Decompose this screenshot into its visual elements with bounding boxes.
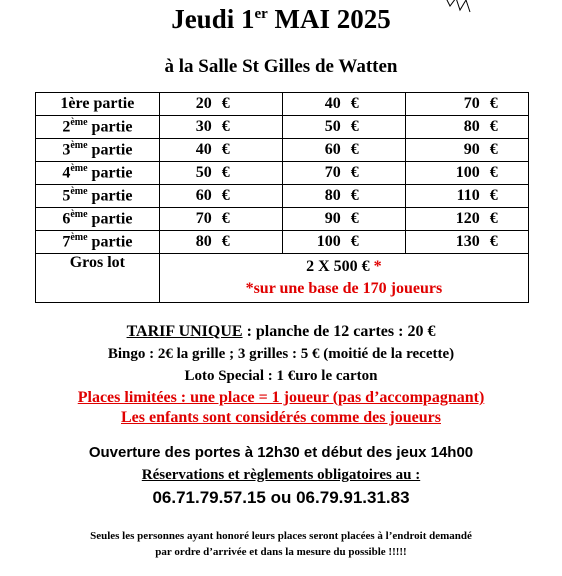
- prize-amount-cell: 60 €: [159, 185, 282, 208]
- bingo-line: Bingo : 2€ la grille ; 3 grilles : 5 € (moitié de la recette): [107, 346, 455, 362]
- prize-row: [36, 93, 529, 116]
- prize-amount-cell: 60 €: [282, 139, 405, 162]
- prize-amount-cell: 120 €: [405, 208, 528, 231]
- footnote-line-1: Seules les personnes ayant honoré leurs places seront placées à l’endroit demandé: [90, 530, 472, 542]
- prize-amount-cell: 50 €: [159, 162, 282, 185]
- prize-amount-cell: 100 €: [282, 231, 405, 254]
- event-venue: à la Salle St Gilles de Watten: [164, 56, 398, 77]
- gros-lot-cell: [159, 254, 528, 303]
- prize-amount-cell: 90 €: [282, 208, 405, 231]
- prize-row: [36, 139, 529, 162]
- prize-amount-cell: 20 €: [159, 93, 282, 116]
- prize-row: [36, 185, 529, 208]
- partie-label: 1ère partie: [36, 93, 160, 116]
- prize-amount-cell: 30 €: [159, 116, 282, 139]
- phone-numbers: 06.71.79.57.15 ou 06.79.91.31.83: [152, 488, 410, 507]
- prize-row: [36, 208, 529, 231]
- partie-label: 5ème partie: [36, 185, 160, 208]
- prize-amount-cell: 130 €: [405, 231, 528, 254]
- prize-amount-cell: 80 €: [282, 185, 405, 208]
- partie-label: 2ème partie: [36, 116, 160, 139]
- opening-hours: Ouverture des portes à 12h30 et début des jeux 14h00: [88, 444, 474, 461]
- gros-lot-note: *sur une base de 170 joueurs: [245, 280, 443, 297]
- reservations-heading: Réservations et règlements obligatoires au :: [141, 467, 421, 483]
- gros-lot-value: 2 X 500 € *: [306, 258, 382, 275]
- gros-lot-label: Gros lot: [36, 254, 160, 303]
- prize-row: [36, 231, 529, 254]
- prize-amount-cell: 90 €: [405, 139, 528, 162]
- footnote-line-2: par ordre d’arrivée et dans la mesure du possible !!!!!: [155, 546, 407, 558]
- loto-line: Loto Special : 1 €uro le carton: [184, 368, 378, 384]
- children-warning: Les enfants sont considérés comme des joueurs: [121, 409, 441, 426]
- prize-row: [36, 116, 529, 139]
- event-title: Jeudi 1er MAI 2025: [171, 4, 391, 34]
- partie-label: 3ème partie: [36, 139, 160, 162]
- prize-amount-cell: 80 €: [159, 231, 282, 254]
- prize-amount-cell: 50 €: [282, 116, 405, 139]
- partie-label: 4ème partie: [36, 162, 160, 185]
- places-warning: Places limitées : une place = 1 joueur (pas d’accompagnant): [77, 389, 485, 406]
- prize-amount-cell: 40 €: [282, 93, 405, 116]
- prize-amount-cell: 110 €: [405, 185, 528, 208]
- tarif-line: TARIF UNIQUE : planche de 12 cartes : 20 €: [126, 323, 436, 340]
- prize-amount-cell: 80 €: [405, 116, 528, 139]
- prize-amount-cell: 70 €: [405, 93, 528, 116]
- prize-amount-cell: 70 €: [282, 162, 405, 185]
- prize-row: [36, 162, 529, 185]
- prize-amount-cell: 70 €: [159, 208, 282, 231]
- gros-lot-row: [36, 254, 529, 303]
- prize-table: [35, 92, 529, 303]
- prize-amount-cell: 100 €: [405, 162, 528, 185]
- partie-label: 6ème partie: [36, 208, 160, 231]
- prize-amount-cell: 40 €: [159, 139, 282, 162]
- partie-label: 7ème partie: [36, 231, 160, 254]
